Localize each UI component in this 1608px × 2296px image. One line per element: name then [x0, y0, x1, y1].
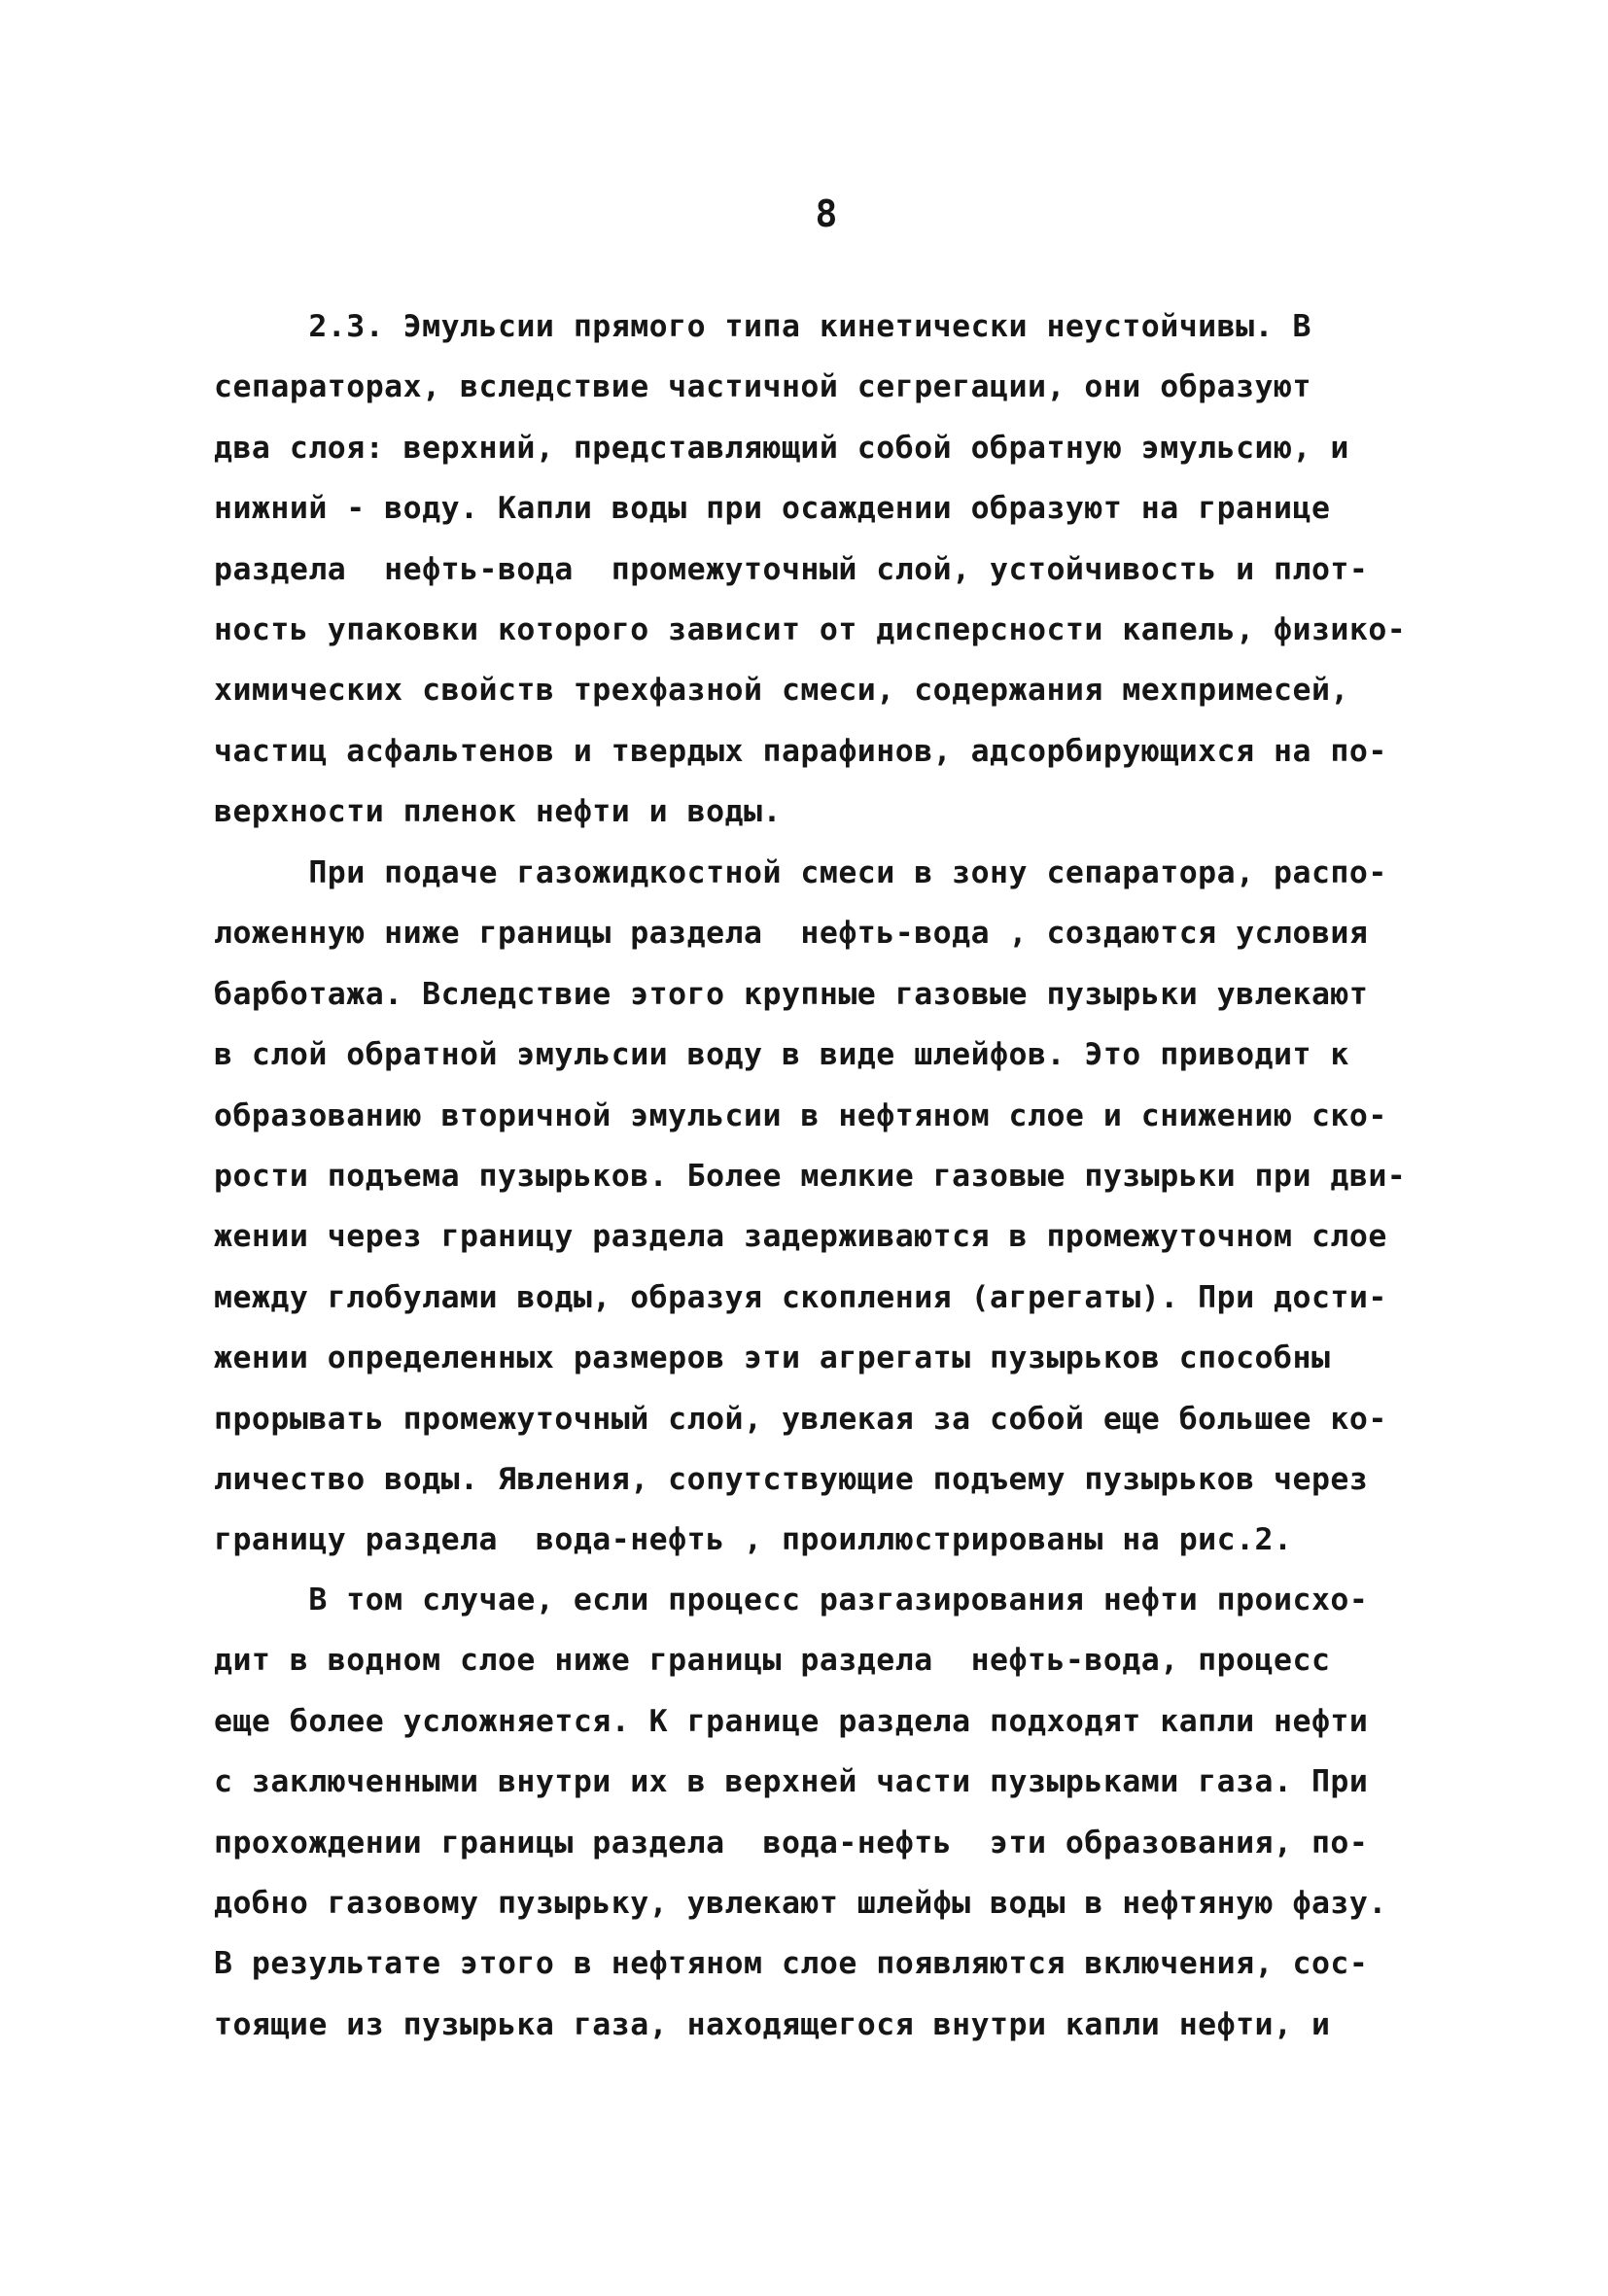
text-line: прорывать промежуточный слой, увлекая за собой еще большее ко- [214, 1401, 1387, 1437]
text-line: верхности пленок нефти и воды. [214, 794, 782, 830]
page-number: 8 [815, 192, 838, 235]
text-line: рости подъема пузырьков. Более мелкие газовые пузырьки при дви- [214, 1158, 1407, 1194]
text-line: ложенную ниже границы раздела нефть-вода , создаются условия [214, 916, 1369, 952]
text-line: частиц асфальтенов и твердых парафинов, адсорбирующихся на по- [214, 733, 1387, 769]
text-line: еще более усложняется. К границе раздела подходят капли нефти [214, 1703, 1369, 1739]
text-line: с заключенными внутри их в верхней части пузырьками газа. При [214, 1764, 1369, 1800]
text-line: прохождении границы раздела вода-нефть эти образования, по- [214, 1825, 1369, 1861]
text-line: два слоя: верхний, представляющий собой обратную эмульсию, и [214, 430, 1349, 466]
text-line: жении определенных размеров эти агрегаты пузырьков способны [214, 1340, 1331, 1376]
text-line: барботажа. Вследствие этого крупные газовые пузырьки увлекают [214, 976, 1369, 1012]
text-line: нижний - воду. Капли воды при осаждении образуют на границе [214, 491, 1331, 527]
text-line: сепараторах, вследствие частичной сегрегации, они образуют [214, 369, 1311, 405]
text-line: химических свойств трехфазной смеси, содержания мехпримесей, [214, 673, 1349, 709]
text-line: жении через границу раздела задерживаются в промежуточном слое [214, 1219, 1387, 1255]
text-line: тоящие из пузырька газа, находящегося внутри капли нефти, и [214, 2006, 1331, 2042]
text-line: границу раздела вода-нефть , проиллюстрированы на рис.2. [214, 1522, 1293, 1558]
paragraph-bubbling [214, 843, 1406, 1571]
text-line: 2.3. Эмульсии прямого типа кинетически неустойчивы. В [214, 309, 1311, 344]
text-line: добно газовому пузырьку, увлекают шлейфы воды в нефтяную фазу. [214, 1885, 1387, 1921]
text-line: ность упаковки которого зависит от дисперсности капель, физико- [214, 611, 1407, 647]
text-line: дит в водном слое ниже границы раздела нефть-вода, процесс [214, 1643, 1331, 1679]
text-line: раздела нефть-вода промежуточный слой, устойчивость и плот- [214, 551, 1369, 587]
paragraph-degassing [214, 1570, 1387, 2055]
paragraph-emulsion-stability [214, 296, 1406, 843]
text-line: При подаче газожидкостной смеси в зону сепаратора, распо- [214, 855, 1387, 890]
text-line: образованию вторичной эмульсии в нефтяном слое и снижению ско- [214, 1097, 1387, 1133]
text-line: личество воды. Явления, сопутствующие подъему пузырьков через [214, 1461, 1369, 1497]
text-line: в слой обратной эмульсии воду в виде шлейфов. Это приводит к [214, 1037, 1349, 1073]
text-line: В том случае, если процесс разгазирования нефти происхо- [214, 1583, 1369, 1618]
text-line: В результате этого в нефтяном слое появляются включения, сос- [214, 1946, 1369, 1982]
text-line: между глобулами воды, образуя скопления (агрегаты). При дости- [214, 1279, 1387, 1315]
